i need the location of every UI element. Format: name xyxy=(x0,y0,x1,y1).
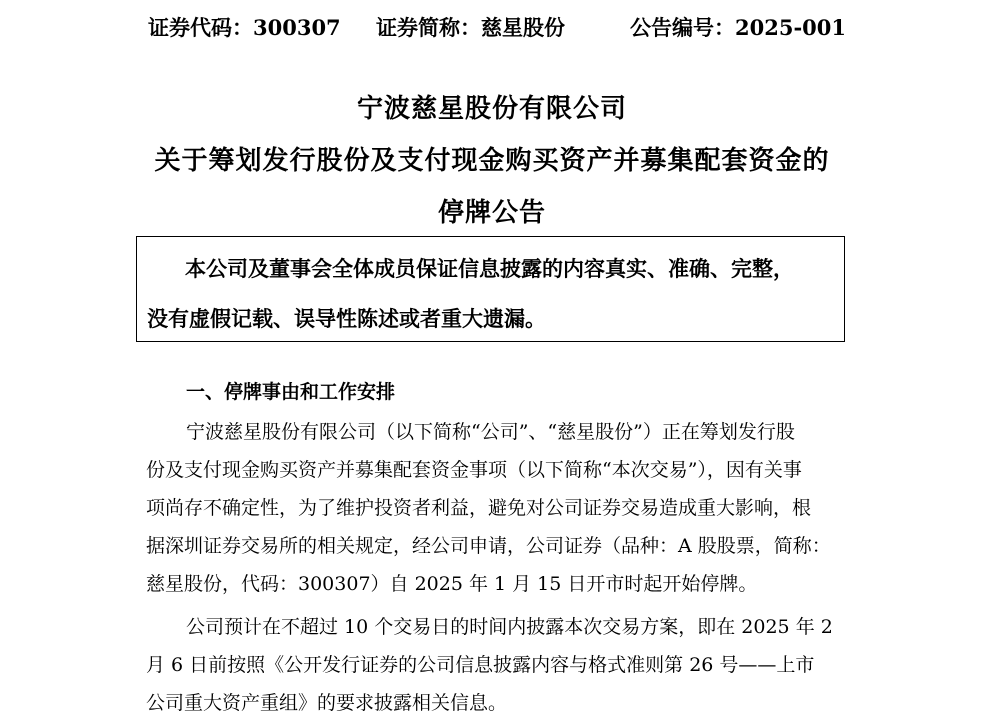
paragraph-line: 慈星股份，代码：300307）自 2025 年 1 月 15 日开市时起开始停牌。 xyxy=(146,573,758,595)
disclosure-statement-line: 没有虚假记载、误导性陈述或者重大遗漏。 xyxy=(147,306,546,331)
paragraph-line: 项尚存不确定性，为了维护投资者利益，避免对公司证券交易造成重大影响，根 xyxy=(146,497,812,519)
stock-code: 证券代码：300307 xyxy=(148,15,341,40)
paragraph-line: 宁波慈星股份有限公司（以下简称“公司”、“慈星股份”）正在筹划发行股 xyxy=(186,421,795,443)
paragraph-line: 公司预计在不超过 10 个交易日的时间内披露本次交易方案，即在 2025 年 2 xyxy=(186,616,833,638)
paragraph-line: 据深圳证券交易所的相关规定，经公司申请，公司证券（品种：A 股股票，简称： xyxy=(146,535,831,557)
announcement-number: 公告编号：2025-001 xyxy=(630,15,846,40)
section-heading: 一、停牌事由和工作安排 xyxy=(186,381,396,403)
paragraph-line: 份及支付现金购买资产并募集配套资金事项（以下简称“本次交易”），因有关事 xyxy=(146,459,802,481)
announcement-header xyxy=(148,12,848,44)
disclosure-statement-line: 本公司及董事会全体成员保证信息披露的内容真实、准确、完整， xyxy=(185,256,794,281)
paragraph-line: 月 6 日前按照《公开发行证券的公司信息披露内容与格式准则第 26 号——上市 xyxy=(146,654,815,676)
paragraph-line: 公司重大资产重组》的要求披露相关信息。 xyxy=(146,692,508,714)
company-name-title: 宁波慈星股份有限公司 xyxy=(356,94,627,124)
stock-abbreviation: 证券简称：慈星股份 xyxy=(376,15,565,40)
announcement-title-line: 关于筹划发行股份及支付现金购买资产并募集配套资金的 xyxy=(154,146,830,176)
announcement-title-suffix: 停牌公告 xyxy=(437,198,546,228)
disclosure-statement-box xyxy=(136,236,845,342)
